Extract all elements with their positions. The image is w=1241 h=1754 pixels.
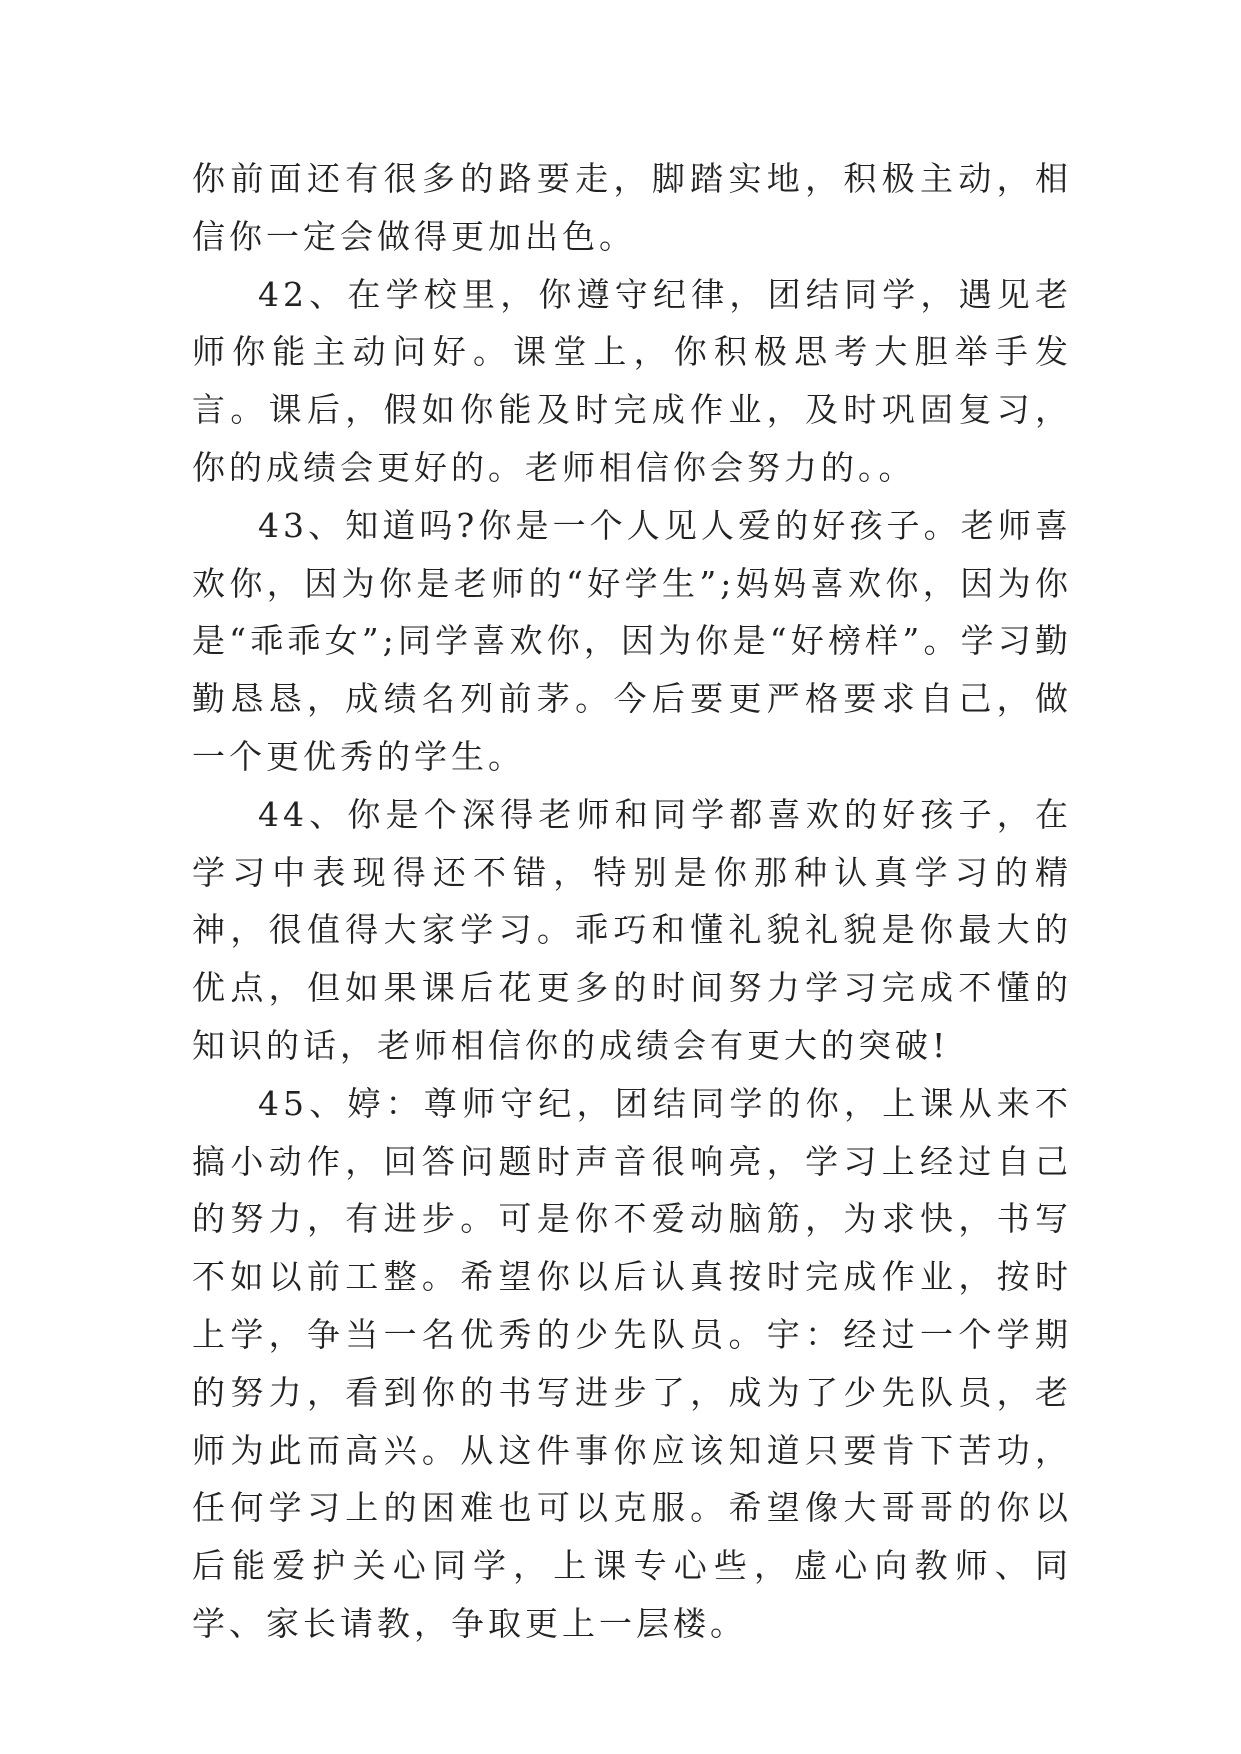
document-body xyxy=(192,150,1072,1653)
paragraph-continuation: 你前面还有很多的路要走，脚踏实地，积极主动，相信你一定会做得更加出色。 xyxy=(192,159,1072,256)
paragraph-42: 42、在学校里，你遵守纪律，团结同学，遇见老师你能主动问好。课堂上，你积极思考大胆举手发言。课后，假如你能及时完成作业，及时巩固复习，你的成绩会更好的。老师相信你会努力的。。 xyxy=(192,274,1072,487)
paragraph-43: 43、知道吗?你是一个人见人爱的好孩子。老师喜欢你，因为你是老师的“好学生”;妈妈喜欢你，因为你是“乖乖女”;同学喜欢你，因为你是“好榜样”。学习勤勤恳恳，成绩名列前茅。今后要更严格要求自己，做一个更优秀的学生。 xyxy=(192,505,1072,776)
paragraph-45: 45、婷：尊师守纪，团结同学的你，上课从来不搞小动作，回答问题时声音很响亮，学习上经过自己的努力，有进步。可是你不爱动脑筋，为求快，书写不如以前工整。希望你以后认真按时完成作业，按时上学，争当一名优秀的少先队员。宇：经过一个学期的努力，看到你的书写进步了，成为了少先队员，老师为此而高兴。从这件事你应该知道只要肯下苦功，任何学习上的困难也可以克服。希望像大哥哥的你以后能爱护关心同学，上课专心些，虚心向教师、同学、家长请教，争取更上一层楼。 xyxy=(192,1083,1072,1643)
paragraph-44: 44、你是个深得老师和同学都喜欢的好孩子，在学习中表现得还不错，特别是你那种认真学习的精神，很值得大家学习。乖巧和懂礼貌礼貌是你最大的优点，但如果课后花更多的时间努力学习完成不懂的知识的话，老师相信你的成绩会有更大的突破! xyxy=(192,794,1072,1065)
